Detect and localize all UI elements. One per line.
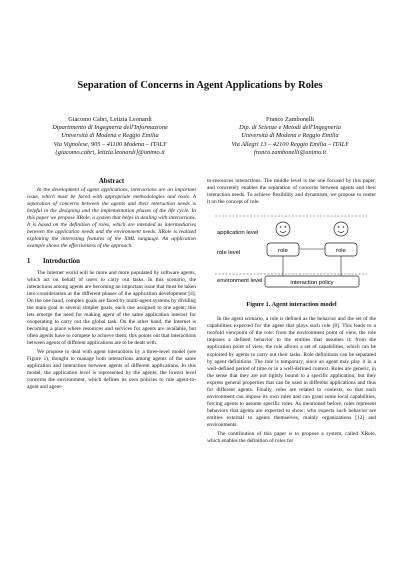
author-university: Università di Modena e Reggio Emilia bbox=[61, 132, 159, 140]
role-label: role bbox=[278, 248, 288, 255]
author-names: Giacomo Cabri, Letizia Leonardi bbox=[68, 116, 152, 123]
abstract-heading: Abstract bbox=[98, 178, 125, 185]
figure-level-label: application level bbox=[217, 230, 259, 237]
abstract-text: In the development of agent applications, interactions are an important issue, which must be faced with appropriate methodologies and tools. A separation of concerns between the agents and their interaction needs is helpful in the designing and the implementation phases of the life cycle. In this paper we propose XRole, a system that helps in dealing with interactions. It is based on the definition of roles, which are intended as intermediaries between the application needs and the environment needs. XRole is realized exploiting the interesting features of the XML language. An application example shows the effectiveness of the approach. bbox=[27, 187, 196, 250]
section-number: 1 bbox=[27, 258, 31, 266]
paragraph: In the agent scenario, a role is defined as the behavior and the set of the capabilities expected for the agent that plays such role [8]. This leads to a twofold viewpoint of the role: from the environment point of view, the role imposes a defined behavior to the entities that assumes it; from the application point of view, the role allows a set of capabilities, which can be exploited by agents to carry out their tasks. Role definitions can be separated by agent definitions. The role is temporary, since an agent may play it in a well-defined period of time or in a well-defined context. Roles are generic, in the sense that they are not tightly bound to a specific application, but they express general properties that can be used in different applications and thus for different agents. Finally, roles are related to contexts, so that each environment can impose its own rules and can grant some local capabilities, forcing agents to assume specific roles. As mentioned before, roles represent behaviors that agents are expected to show; who expects such behavior are entities external to agents themselves, mainly organizations [12] and environments. bbox=[207, 316, 376, 428]
left-column bbox=[27, 178, 196, 393]
author-block-2 bbox=[204, 116, 376, 157]
figure-level-label: environment level bbox=[217, 278, 263, 285]
section-heading bbox=[27, 258, 196, 265]
agent-smiley-icon bbox=[276, 222, 290, 236]
paper-title: Separation of Concerns in Agent Applications by Roles bbox=[77, 80, 323, 91]
author-names: Franco Zambonelli bbox=[265, 116, 315, 123]
figure-caption: Figure 1. Agent interaction model bbox=[246, 301, 337, 309]
author-block-1 bbox=[24, 116, 196, 157]
paragraph: The contribution of this paper is to propose a system, called XRole, which enables the definition of roles for bbox=[207, 431, 376, 445]
paragraph: We propose to deal with agent interactions by a three-level model (see Figure 1), thought to manage both interactions among agents of the same application and interaction between agents of different applications. In this model, the application level is represented by the agents; the lowest level concerns the environment, which defines its own policies to rule agent-to-agent and agent- bbox=[27, 349, 196, 391]
author-address: Via Vignolese, 905 – 41100 Modena – ITALY bbox=[53, 140, 167, 148]
interaction-policy-label: interaction policy bbox=[290, 280, 334, 287]
author-email: franco.zambonelli@unimo.it bbox=[253, 148, 327, 156]
author-department: Dip. di Scienze e Metodi dell'Ingegneria bbox=[239, 124, 341, 132]
author-address: Via Allegri 13 – 42100 Reggio Emilia – ITALY bbox=[231, 140, 349, 148]
paragraph: to-resources interactions. The middle level is the one focused by this paper, and concretely enables the separation of concerns between agents and their interaction needs. To achieve flexibility and dynamism, we propose to center it on the concept of role. bbox=[207, 178, 376, 206]
author-list bbox=[24, 116, 376, 157]
section-title: Introduction bbox=[43, 258, 80, 266]
right-column bbox=[207, 178, 376, 447]
agent-interaction-figure bbox=[207, 210, 376, 296]
paragraph: The Internet world will be more and more populated by software agents, which act on behalf of users to carry out tasks. In this scenario, the interactions among agents are becoming an important issue that must be taken into consideration at the different phases of the application development [4]. On the one hand, complex goals are faced by multi-agent systems by dividing the main goal in several simpler goals, each one assigned to one agent; this lets emerge the need for making agent of the same application interact for cooperating to carry out the global task. On the other hand, the Internet is becoming a place where resources and services for agents are available, but often agents have to compete to achieve them; this points out that interactions between agents of different applications are to be dealt with. bbox=[27, 269, 196, 346]
author-department: Dipartimento di Ingegneria dell'Informazione bbox=[52, 124, 168, 132]
agent-smiley-icon bbox=[334, 222, 348, 236]
author-university: Università di Modena e Reggio Emilia bbox=[241, 132, 339, 140]
role-label: role bbox=[336, 248, 346, 255]
figure-level-label: role level bbox=[217, 250, 241, 257]
author-email: {giacomo.cabri, letizia.leonardi}@unimo.it bbox=[55, 148, 165, 156]
